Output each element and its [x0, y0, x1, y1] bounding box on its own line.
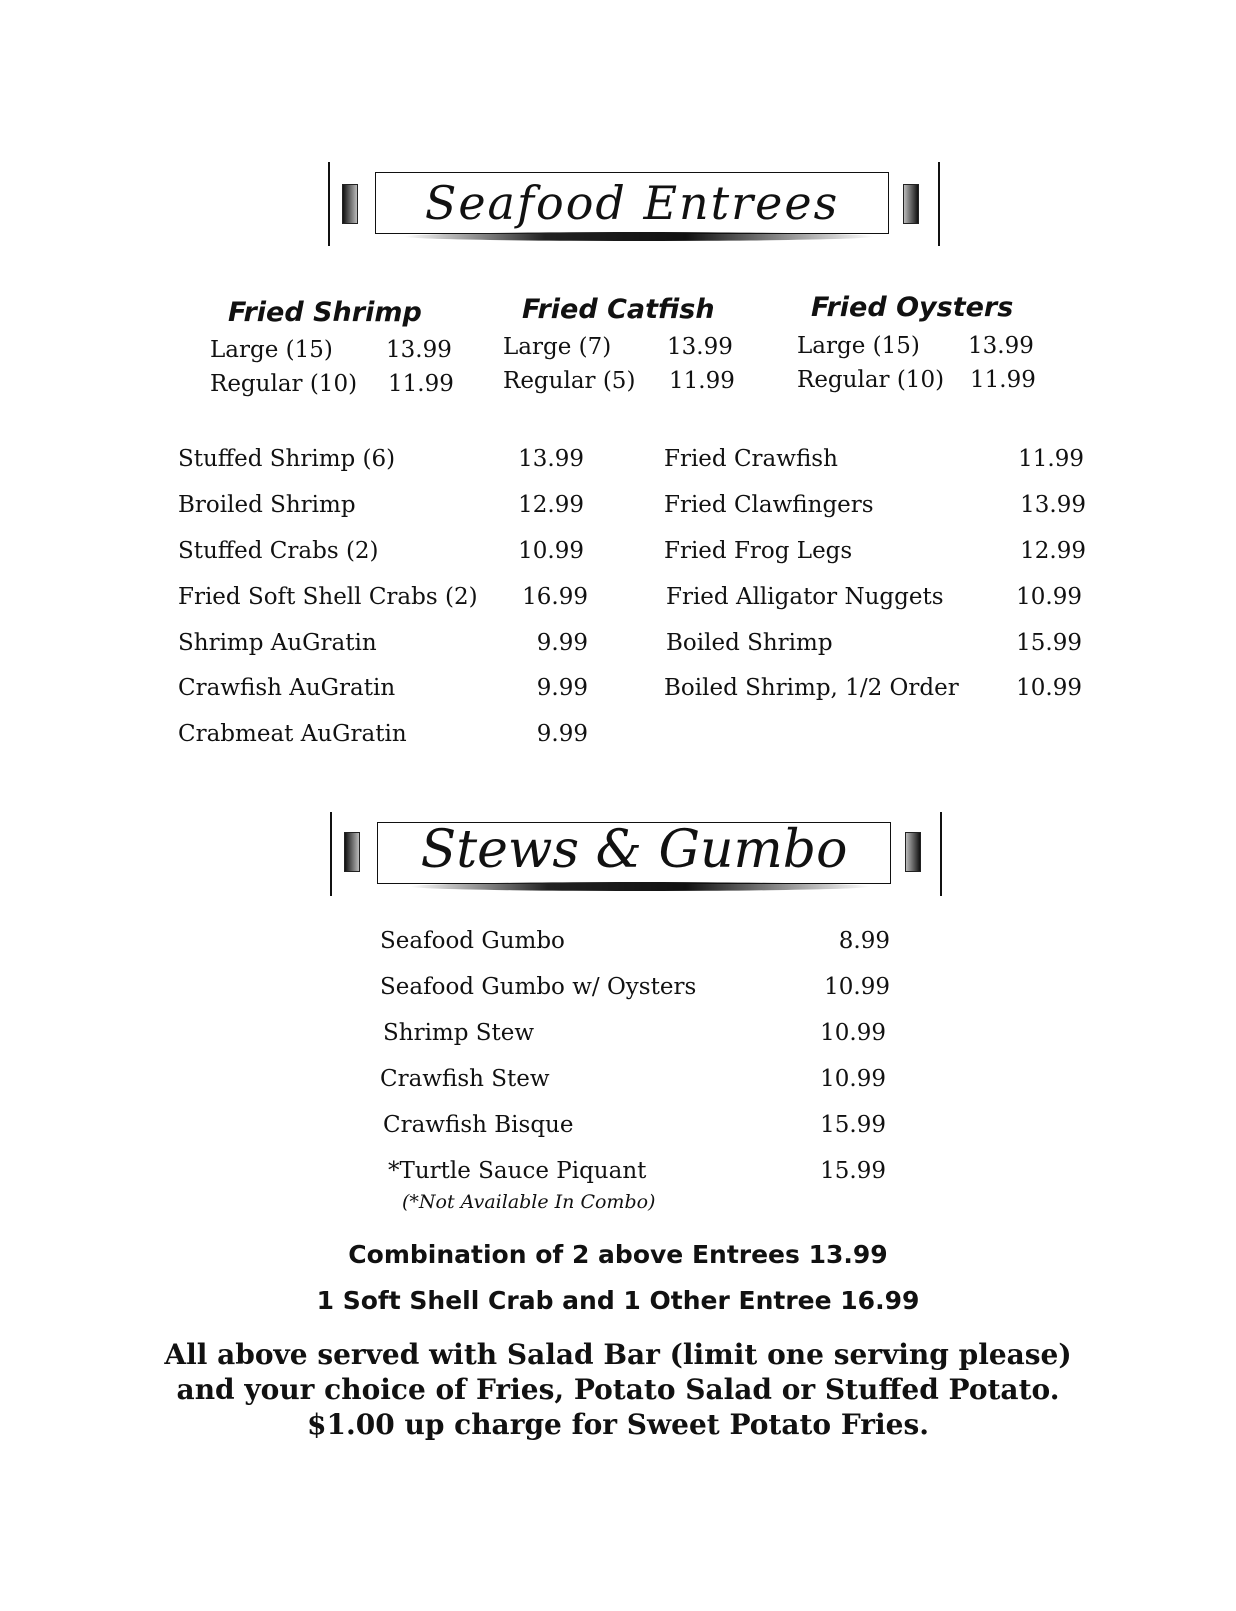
banner-left-rule	[328, 162, 330, 246]
list-item: Stuffed Shrimp (6)	[178, 446, 396, 472]
item-price: 13.99	[1020, 492, 1086, 518]
featured-size-price: 13.99	[386, 337, 452, 363]
item-price: 9.99	[536, 675, 588, 701]
item-price: 8.99	[838, 928, 890, 954]
banner-right-ornament	[903, 184, 919, 224]
featured-size-price: 11.99	[388, 371, 454, 397]
section-title-stews-gumbo: Stews & Gumbo	[420, 820, 848, 880]
item-price: 10.99	[824, 974, 890, 1000]
featured-size-price: 13.99	[968, 333, 1034, 359]
combo-note: (*Not Available In Combo)	[402, 1191, 656, 1213]
banner-shadow	[404, 232, 874, 241]
stews-gumbo-banner	[330, 812, 942, 896]
list-item: *Turtle Sauce Piquant	[388, 1158, 647, 1184]
list-item: Fried Crawfish	[664, 446, 838, 472]
item-price: 15.99	[820, 1158, 886, 1184]
list-item: Fried Alligator Nuggets	[666, 584, 944, 610]
list-item: Fried Soft Shell Crabs (2)	[178, 584, 478, 610]
section-title-seafood-entrees: Seafood Entrees	[424, 176, 840, 230]
featured-size-label: Large (7)	[503, 334, 612, 360]
featured-size-price: 11.99	[970, 367, 1036, 393]
item-price: 15.99	[820, 1112, 886, 1138]
featured-name-fried-shrimp: Fried Shrimp	[228, 297, 422, 328]
list-item: Fried Frog Legs	[664, 538, 853, 564]
featured-size-label: Large (15)	[797, 333, 920, 359]
featured-size-price: 11.99	[669, 368, 735, 394]
list-item: Crabmeat AuGratin	[178, 721, 407, 747]
banner-left-ornament	[344, 832, 360, 872]
item-price: 9.99	[536, 630, 588, 656]
list-item: Boiled Shrimp, 1/2 Order	[664, 675, 959, 701]
item-price: 10.99	[1016, 675, 1082, 701]
list-item: Seafood Gumbo w/ Oysters	[380, 974, 697, 1000]
list-item: Fried Clawfingers	[664, 492, 874, 518]
item-price: 10.99	[820, 1066, 886, 1092]
combo-line: Combination of 2 above Entrees 13.99	[348, 1240, 888, 1269]
item-price: 10.99	[1016, 584, 1082, 610]
banner-right-ornament	[905, 832, 921, 872]
footer-line: and your choice of Fries, Potato Salad or Stuffed Potato.	[176, 1373, 1060, 1406]
item-price: 10.99	[518, 538, 584, 564]
featured-size-label: Regular (10)	[210, 371, 358, 397]
list-item: Boiled Shrimp	[666, 630, 833, 656]
banner-shadow	[410, 882, 870, 891]
list-item: Seafood Gumbo	[380, 928, 565, 954]
featured-size-label: Large (15)	[210, 337, 333, 363]
footer-line: $1.00 up charge for Sweet Potato Fries.	[307, 1408, 929, 1441]
list-item: Broiled Shrimp	[178, 492, 356, 518]
item-price: 11.99	[1018, 446, 1084, 472]
featured-size-price: 13.99	[667, 334, 733, 360]
list-item: Crawfish AuGratin	[178, 675, 396, 701]
list-item: Crawfish Stew	[380, 1066, 550, 1092]
featured-size-label: Regular (5)	[503, 368, 636, 394]
item-price: 9.99	[536, 721, 588, 747]
item-price: 13.99	[518, 446, 584, 472]
banner-left-ornament	[342, 184, 358, 224]
item-price: 15.99	[1016, 630, 1082, 656]
list-item: Crawfish Bisque	[383, 1112, 574, 1138]
item-price: 10.99	[820, 1020, 886, 1046]
list-item: Stuffed Crabs (2)	[178, 538, 379, 564]
banner-left-rule	[330, 812, 332, 896]
item-price: 12.99	[518, 492, 584, 518]
list-item: Shrimp Stew	[383, 1020, 535, 1046]
list-item: Shrimp AuGratin	[178, 630, 377, 656]
item-price: 16.99	[522, 584, 588, 610]
featured-size-label: Regular (10)	[797, 367, 945, 393]
footer-line: All above served with Salad Bar (limit one serving please)	[164, 1338, 1072, 1371]
banner-right-rule	[940, 812, 942, 896]
featured-name-fried-catfish: Fried Catfish	[522, 294, 715, 325]
item-price: 12.99	[1020, 538, 1086, 564]
combo-line: 1 Soft Shell Crab and 1 Other Entree 16.99	[316, 1286, 920, 1315]
featured-name-fried-oysters: Fried Oysters	[811, 292, 1014, 323]
seafood-entrees-banner	[328, 162, 940, 246]
banner-right-rule	[938, 162, 940, 246]
